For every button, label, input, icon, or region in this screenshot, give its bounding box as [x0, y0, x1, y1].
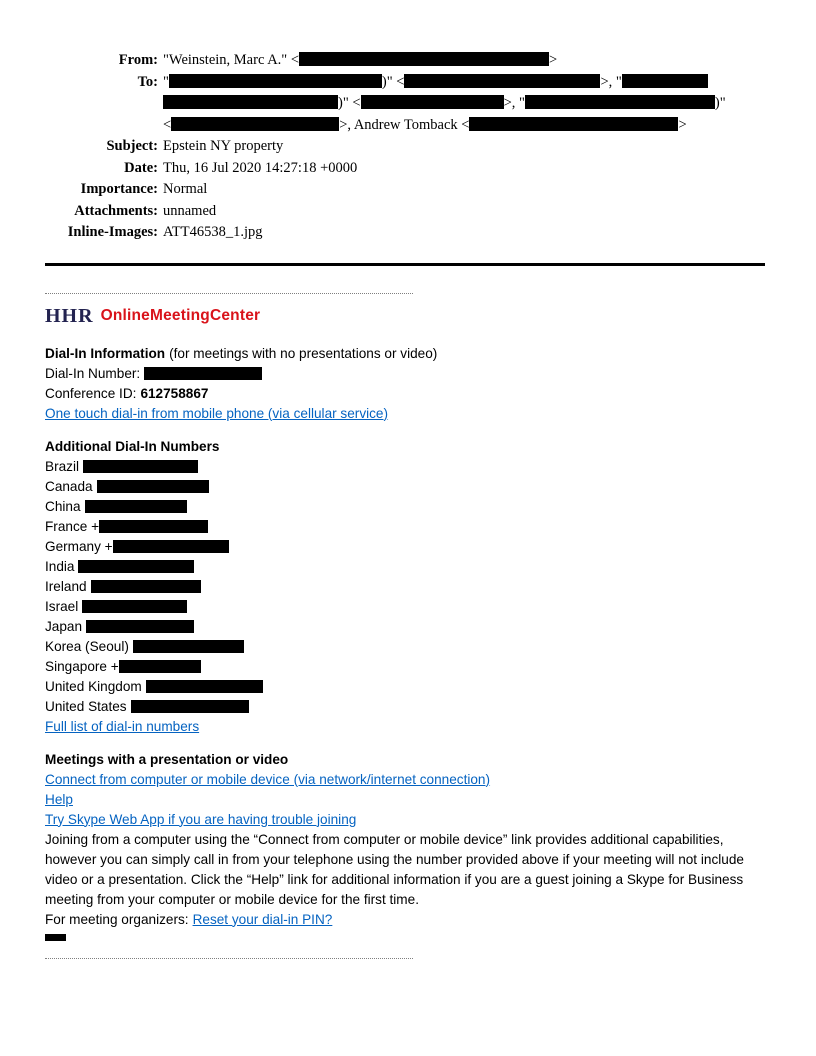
- country-name: Brazil: [45, 458, 79, 474]
- dialin-country-row: [45, 577, 769, 597]
- skype-web-app-link[interactable]: Try Skype Web App if you are having trouble joining: [45, 811, 357, 827]
- to-text: )" <: [381, 73, 405, 90]
- inline-images-row: [45, 222, 765, 244]
- dialin-country-row: [45, 597, 769, 617]
- redaction-bar: [404, 74, 600, 88]
- email-body: [45, 293, 769, 959]
- country-name: Germany +: [45, 538, 113, 554]
- redaction-bar: [86, 620, 194, 633]
- skype-line: [45, 810, 769, 830]
- importance-label: Importance:: [80, 181, 158, 197]
- full-list-line: [45, 717, 769, 737]
- to-text: ": [163, 73, 169, 90]
- hhr-logo-text: HHR: [45, 304, 94, 327]
- country-name: Canada: [45, 478, 93, 494]
- country-name: Singapore +: [45, 658, 119, 674]
- to-value: [163, 72, 765, 137]
- redaction-bar: [622, 74, 708, 88]
- one-touch-line: [45, 404, 769, 424]
- connect-from-computer-link[interactable]: Connect from computer or mobile device (via network/internet connection): [45, 771, 491, 787]
- inline-images-value: ATT46538_1.jpg: [163, 224, 263, 240]
- redaction-bar: [85, 500, 187, 513]
- to-line-1: [163, 72, 765, 94]
- dialin-country-row: [45, 637, 769, 657]
- country-name: China: [45, 498, 81, 514]
- subject-row: [45, 136, 765, 158]
- online-meeting-center-logo-text: OnlineMeetingCenter: [100, 306, 261, 324]
- attachments-row: [45, 201, 765, 223]
- one-touch-dialin-link[interactable]: One touch dial-in from mobile phone (via cellular service): [45, 405, 389, 421]
- redaction-bar: [78, 560, 194, 573]
- video-meetings-heading: [45, 750, 769, 770]
- country-name: Israel: [45, 598, 79, 614]
- from-display-name: "Weinstein, Marc A." <: [163, 52, 300, 68]
- country-name: Japan: [45, 618, 83, 634]
- additional-numbers-heading: [45, 437, 769, 457]
- dialin-info-heading: [45, 344, 769, 364]
- help-link[interactable]: Help: [45, 791, 73, 807]
- inline-images-label: Inline-Images:: [67, 224, 158, 240]
- redaction-bar: [113, 540, 229, 553]
- from-label: From:: [118, 52, 158, 68]
- dialin-country-row: [45, 657, 769, 677]
- dialin-info-heading-rest: (for meetings with no presentations or video): [169, 345, 438, 361]
- conference-id-line: [45, 384, 769, 404]
- redaction-bar: [525, 95, 715, 109]
- dialin-country-row: [45, 497, 769, 517]
- to-line-3: [163, 115, 765, 137]
- dialin-info-heading-bold: Dial-In Information: [45, 345, 166, 361]
- country-name: United Kingdom: [45, 678, 142, 694]
- redaction-bar: [299, 52, 549, 66]
- joining-info-paragraph: Joining from a computer using the “Connect from computer or mobile device” link provides additional capabilities, however you can simply call in from your telephone using the number provided above if your meeting will not include video or a presentation. Click the “Help” link for additional information if you are a guest joining a Skype for Business meeting from your computer or mobile device for the first time.: [45, 831, 744, 907]
- dialin-number-line: [45, 364, 769, 384]
- dialin-country-row: [45, 457, 769, 477]
- dialin-country-row: [45, 557, 769, 577]
- to-text: >, Andrew Tomback <: [339, 116, 470, 133]
- redaction-bar: [131, 700, 249, 713]
- redaction-bar: [361, 95, 504, 109]
- importance-row: [45, 179, 765, 201]
- importance-value: Normal: [163, 181, 208, 197]
- redaction-bar: [91, 580, 201, 593]
- from-close-bracket: >: [549, 52, 558, 68]
- conference-id-value: 612758867: [140, 385, 209, 401]
- country-name: Korea (Seoul): [45, 638, 129, 654]
- redaction-bar: [469, 117, 678, 131]
- redaction-bar: [83, 460, 198, 473]
- country-name: India: [45, 558, 75, 574]
- country-name: United States: [45, 698, 127, 714]
- redaction-bar: [144, 367, 262, 380]
- dialin-country-row: [45, 677, 769, 697]
- dialin-country-row: [45, 517, 769, 537]
- from-row: [45, 50, 765, 72]
- redaction-mark-small: [45, 934, 66, 941]
- from-value: [163, 50, 765, 72]
- video-meetings-heading-text: Meetings with a presentation or video: [45, 751, 289, 767]
- date-label: Date:: [124, 159, 158, 176]
- redaction-bar: [97, 480, 209, 493]
- date-value: Thu, 16 Jul 2020 14:27:18 +0000: [163, 159, 358, 176]
- to-text: )" <: [338, 95, 361, 111]
- redaction-bar: [119, 660, 201, 673]
- dialin-country-row: [45, 537, 769, 557]
- redaction-bar: [171, 117, 339, 131]
- additional-numbers-heading-text: Additional Dial-In Numbers: [45, 438, 220, 454]
- conference-id-label: Conference ID:: [45, 385, 137, 401]
- attachments-label: Attachments:: [74, 202, 158, 219]
- dialin-number-label: Dial-In Number:: [45, 365, 141, 381]
- to-line-2: [163, 93, 765, 115]
- to-label: To:: [137, 73, 158, 90]
- dialin-country-row: [45, 617, 769, 637]
- hhr-online-meeting-center-logo: [45, 305, 769, 327]
- country-name: France +: [45, 518, 100, 534]
- subject-label: Subject:: [106, 138, 158, 154]
- redaction-bar: [82, 600, 187, 613]
- redaction-bar: [99, 520, 208, 533]
- full-list-dialin-numbers-link[interactable]: Full list of dial-in numbers: [45, 718, 200, 734]
- to-row: [45, 72, 765, 137]
- dialin-country-row: [45, 477, 769, 497]
- redaction-bar: [169, 74, 382, 88]
- redaction-bar: [133, 640, 244, 653]
- reset-dialin-pin-link[interactable]: Reset your dial-in PIN?: [192, 911, 333, 927]
- dotted-separator-top: [45, 293, 413, 294]
- to-text: >: [678, 116, 687, 133]
- organizers-line: [45, 910, 769, 930]
- to-text: >, ": [600, 73, 622, 90]
- attachments-value: unnamed: [163, 202, 217, 219]
- country-name: Ireland: [45, 578, 87, 594]
- header-divider-rule: [45, 263, 765, 266]
- redaction-bar: [163, 95, 338, 109]
- email-header-block: [45, 50, 765, 244]
- to-text: >, ": [503, 95, 525, 111]
- organizers-text: For meeting organizers:: [45, 911, 189, 927]
- to-text: )": [714, 95, 726, 111]
- help-line: [45, 790, 769, 810]
- connect-line: [45, 770, 769, 790]
- dotted-separator-bottom: [45, 958, 413, 959]
- dialin-country-row: [45, 697, 769, 717]
- date-row: [45, 158, 765, 180]
- redaction-bar: [146, 680, 263, 693]
- subject-value: Epstein NY property: [163, 138, 284, 154]
- to-text: <: [163, 116, 172, 133]
